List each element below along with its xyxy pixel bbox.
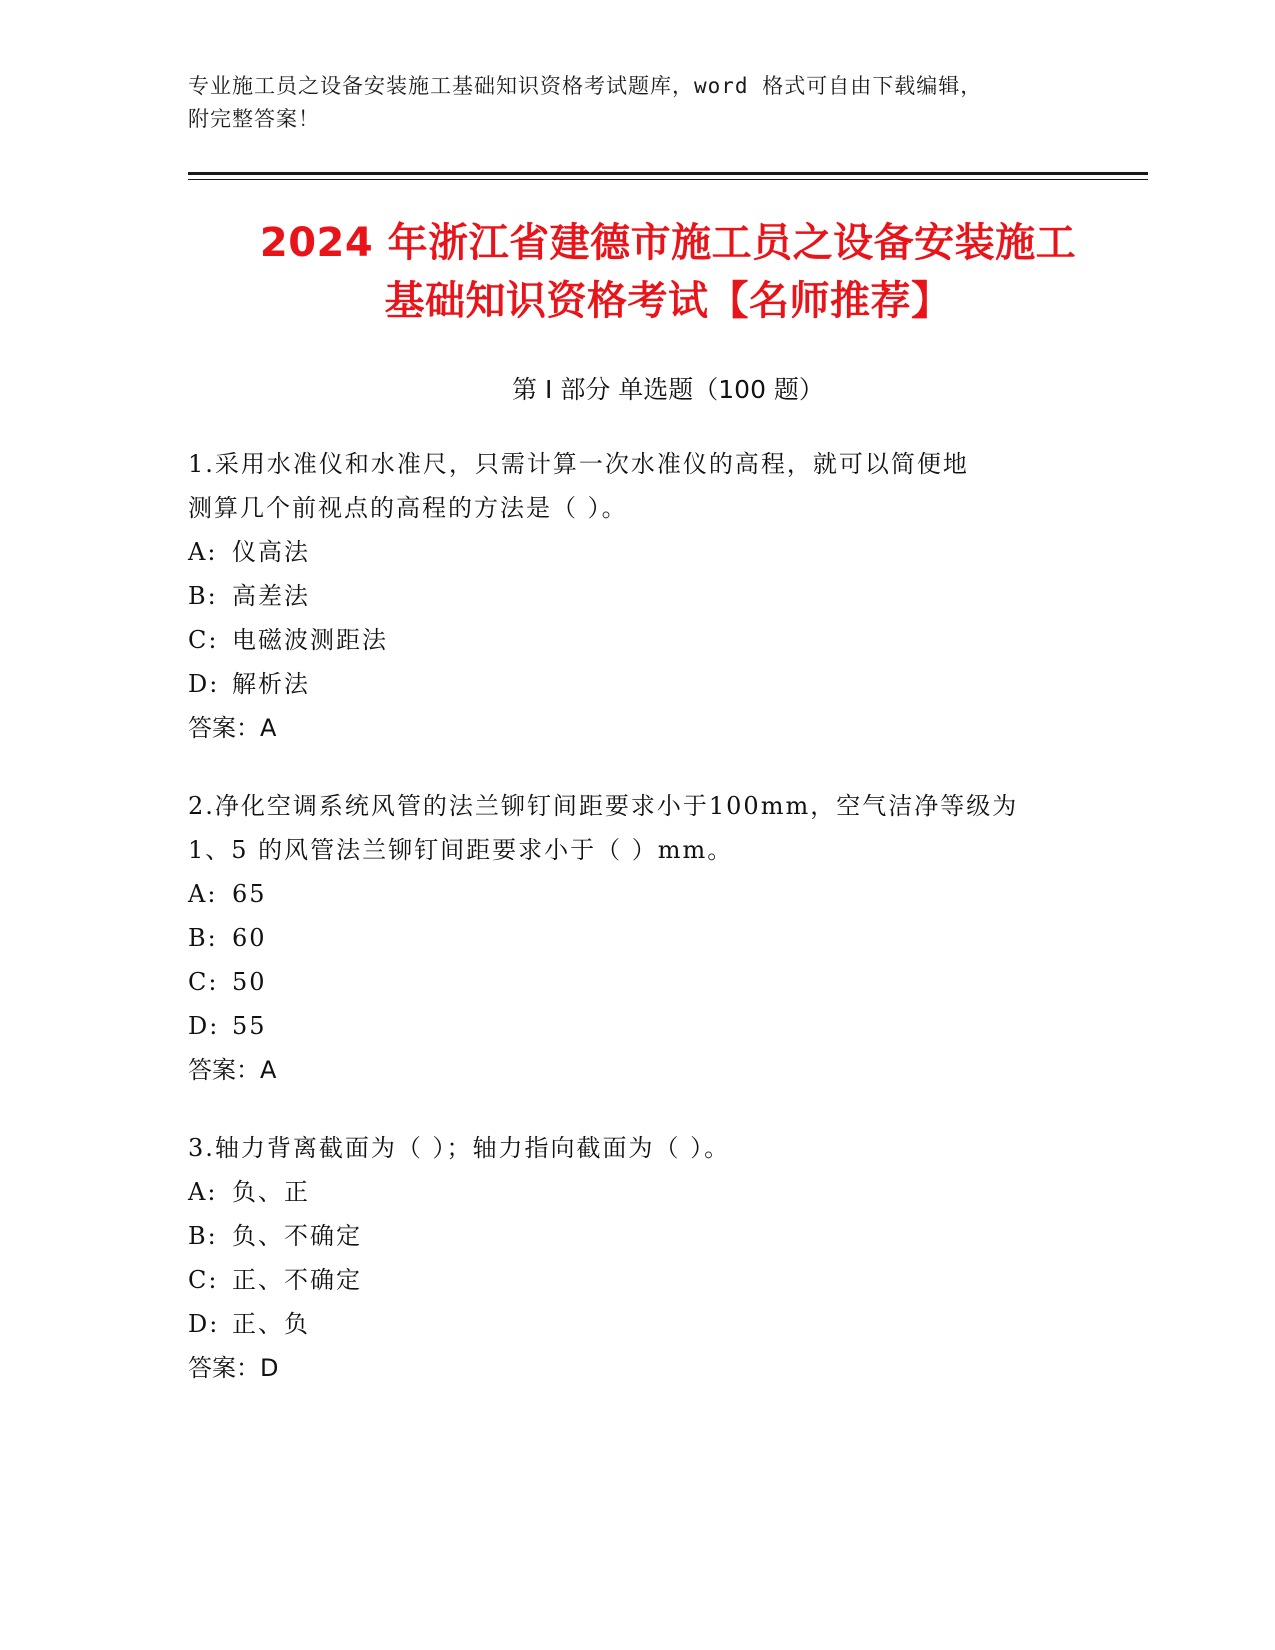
- option-letter: A:: [188, 1178, 218, 1206]
- option-letter: D:: [188, 670, 220, 698]
- option-letter: D:: [188, 1310, 220, 1338]
- option-d: [188, 1302, 1148, 1346]
- option-text: 50: [232, 968, 267, 996]
- answer-value: D: [260, 1354, 279, 1382]
- header-note: [188, 70, 1148, 136]
- option-letter: A:: [188, 880, 218, 908]
- option-text: 负、不确定: [232, 1222, 362, 1250]
- option-text: 65: [232, 880, 267, 908]
- answer-label: 答案：: [188, 714, 260, 742]
- option-b: [188, 574, 1148, 618]
- answer-value: A: [260, 1056, 277, 1084]
- answer-label: 答案：: [188, 1056, 260, 1084]
- option-text: 负、正: [232, 1178, 310, 1206]
- answer-label: 答案：: [188, 1354, 260, 1382]
- question-stem-line-2: 1、5 的风管法兰铆钉间距要求小于（ ）mm。: [188, 836, 734, 864]
- header-divider-thin: [188, 179, 1148, 180]
- option-c: [188, 960, 1148, 1004]
- option-letter: B:: [188, 582, 218, 610]
- option-d: [188, 662, 1148, 706]
- question-3: [188, 1126, 1148, 1390]
- option-text: 电磁波测距法: [232, 626, 388, 654]
- option-text: 60: [232, 924, 267, 952]
- option-text: 解析法: [232, 670, 310, 698]
- option-text: 仪高法: [232, 538, 310, 566]
- answer-line: [188, 1346, 1148, 1390]
- option-letter: C:: [188, 968, 219, 996]
- answer-line: [188, 1048, 1148, 1092]
- option-letter: C:: [188, 626, 219, 654]
- option-letter: C:: [188, 1266, 219, 1294]
- question-stem-line-1: 3.轴力背离截面为（ ）；轴力指向截面为（ ）。: [188, 1134, 731, 1162]
- document-title: [188, 214, 1148, 330]
- title-line-1: 2024 年浙江省建德市施工员之设备安装施工: [259, 220, 1077, 266]
- option-letter: A:: [188, 538, 218, 566]
- question-stem-line-1: 1.采用水准仪和水准尺，只需计算一次水准仪的高程，就可以简便地: [188, 450, 969, 478]
- option-a: [188, 1170, 1148, 1214]
- option-text: 高差法: [232, 582, 310, 610]
- question-stem-line-2: 测算几个前视点的高程的方法是（ ）。: [188, 494, 628, 522]
- option-text: 55: [232, 1012, 267, 1040]
- option-c: [188, 1258, 1148, 1302]
- option-letter: B:: [188, 1222, 218, 1250]
- option-b: [188, 916, 1148, 960]
- header-note-line-2: 附完整答案！: [188, 107, 320, 131]
- option-text: 正、不确定: [232, 1266, 362, 1294]
- option-letter: D:: [188, 1012, 220, 1040]
- option-letter: B:: [188, 924, 218, 952]
- question-2: [188, 784, 1148, 1092]
- option-a: [188, 530, 1148, 574]
- header-divider: [188, 172, 1148, 180]
- option-b: [188, 1214, 1148, 1258]
- section-heading: 第 I 部分 单选题（100 题）: [512, 375, 824, 404]
- option-d: [188, 1004, 1148, 1048]
- option-c: [188, 618, 1148, 662]
- question-stem-line-1: 2.净化空调系统风管的法兰铆钉间距要求小于100mm，空气洁净等级为: [188, 792, 1019, 820]
- option-text: 正、负: [232, 1310, 310, 1338]
- header-note-line-1: 专业施工员之设备安装施工基础知识资格考试题库，word 格式可自由下载编辑，: [188, 74, 983, 98]
- answer-value: A: [260, 714, 277, 742]
- option-a: [188, 872, 1148, 916]
- document-page: [188, 70, 1148, 1424]
- title-line-2: 基础知识资格考试【名师推荐】: [384, 278, 952, 324]
- question-1: [188, 442, 1148, 750]
- answer-line: [188, 706, 1148, 750]
- question-list: [188, 442, 1148, 1390]
